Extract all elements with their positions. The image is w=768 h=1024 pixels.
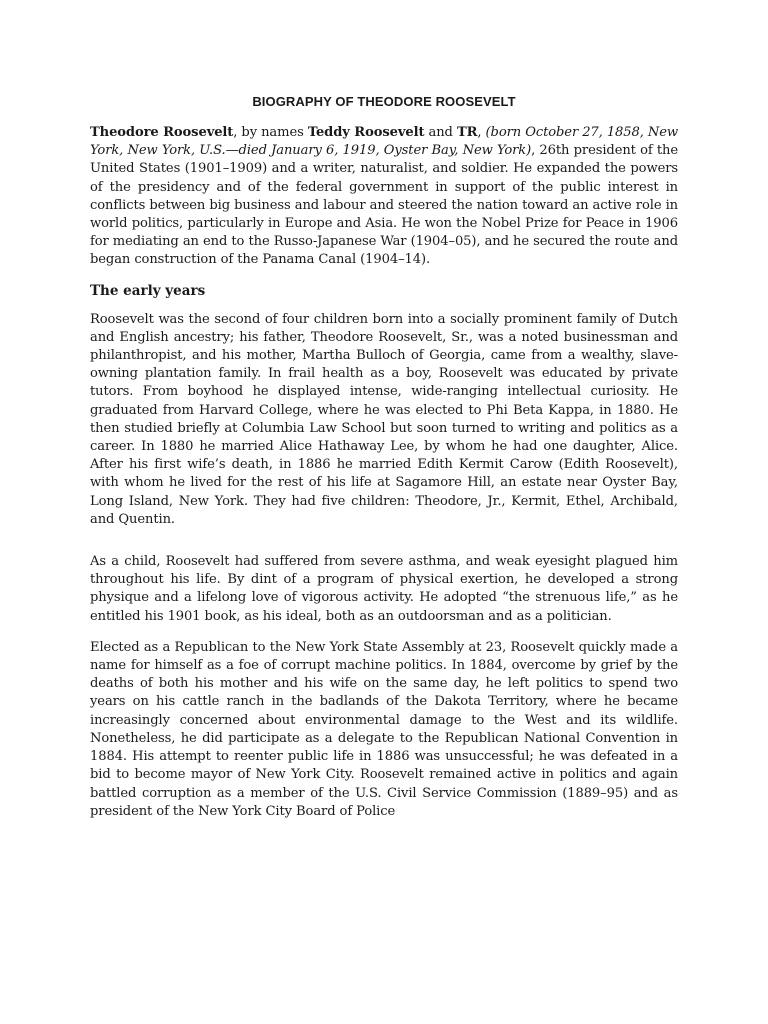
section-heading: The early years: [90, 282, 206, 299]
document-title: BIOGRAPHY OF THEODORE ROOSEVELT: [252, 94, 516, 109]
subject-name: Theodore Roosevelt: [90, 125, 234, 140]
document-body: [90, 94, 678, 834]
intro-rest: , 26th president of the United States (1901–1909) and a writer, naturalist, and soldier. He expanded the powers of the presidency and of the federal government in support of the public interest in conflicts between big business and labour and steered the nation toward an active role in world politics, particularly in Europe and Asia. He won the Nobel Prize for Peace in 1906 for mediating an end to the Russo-Japanese War (1904–05), and he secured the route and began construction of the Panama Canal (1904–14).: [90, 143, 678, 268]
intro-comma: ,: [477, 125, 486, 140]
life-dates: (born October 27, 1858, New York, New York, U.S.—died January 6, 1919, Oyster Bay, New York): [90, 125, 679, 159]
intro-and: and: [424, 125, 457, 140]
intro-by-names: , by names: [233, 125, 308, 140]
paragraph-early-life: Roosevelt was the second of four children born into a socially prominent family of Dutch and English ancestry; his father, Theodore Roosevelt, Sr., was a noted businessman and philanthropist, and his mother, Martha Bulloch of Georgia, came from a wealthy, slave-owning plantation family. In frail health as a boy, Roosevelt was educated by private tutors. From boyhood he displayed intense, wide-ranging intellectual curiosity. He graduated from Harvard College, where he was elected to Phi Beta Kappa, in 1880. He then studied briefly at Columbia Law School but soon turned to writing and politics as a career. In 1880 he married Alice Hathaway Lee, by whom he had one daughter, Alice. After his first wife’s death, in 1886 he married Edith Kermit Carow (Edith Roosevelt), with whom he lived for the rest of his life at Sagamore Hill, an estate near Oyster Bay, Long Island, New York. They had five children: Theodore, Jr., Kermit, Ethel, Archibald, and Quentin.: [90, 311, 678, 527]
paragraph-politics: Elected as a Republican to the New York State Assembly at 23, Roosevelt quickly made a name for himself as a foe of corrupt machine politics. In 1884, overcome by grief by the deaths of both his mother and his wife on the same day, he left politics to spend two years on his cattle ranch in the badlands of the Dakota Territory, where he became increasingly concerned about environmental damage to the West and its wildlife. Nonetheless, he did participate as a delegate to the Republican National Convention in 1884. His attempt to reenter public life in 1886 was unsuccessful; he was defeated in a bid to become mayor of New York City. Roosevelt remained active in politics and again battled corruption as a member of the U.S. Civil Service Commission (1889–95) and as president of the New York City Board of Police: [90, 639, 678, 819]
paragraph-childhood: As a child, Roosevelt had suffered from severe asthma, and weak eyesight plagued him throughout his life. By dint of a program of physical exertion, he developed a strong physique and a lifelong love of vigorous activity. He adopted “the strenuous life,” as he entitled his 1901 book, as his ideal, both as an outdoorsman and as a politician.: [90, 554, 678, 624]
intro-paragraph: [90, 124, 678, 270]
alias-tr: TR: [456, 125, 478, 140]
alias-teddy: Teddy Roosevelt: [307, 125, 425, 140]
